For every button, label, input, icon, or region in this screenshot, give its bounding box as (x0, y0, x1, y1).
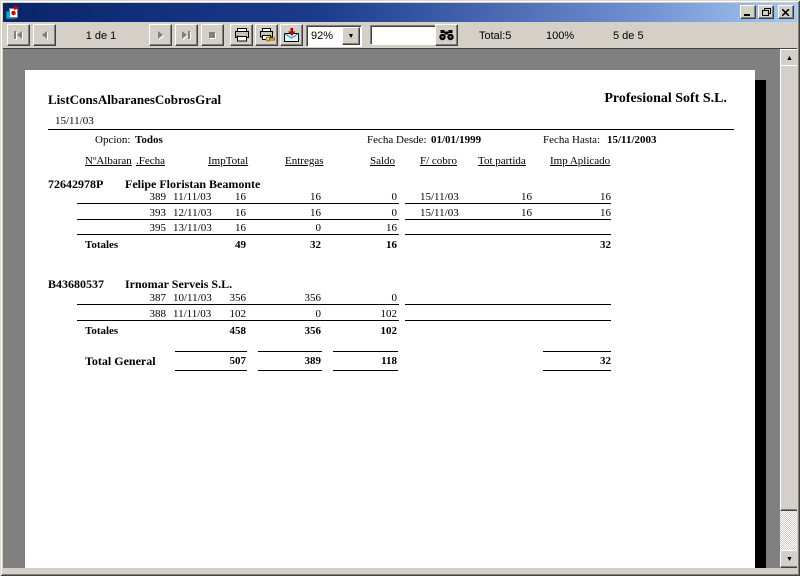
restore-button[interactable] (758, 5, 774, 19)
total-label: Total:5 (479, 30, 512, 42)
app-icon[interactable] (5, 5, 21, 21)
row-divider (77, 219, 399, 220)
binoculars-icon (439, 29, 454, 41)
minimize-icon (744, 9, 752, 16)
table-cell: 389 (149, 191, 166, 203)
table-cell: 0 (315, 222, 321, 234)
restore-icon (762, 8, 771, 16)
count-label: 5 de 5 (613, 30, 644, 42)
column-header-fcobro: F/ cobro (420, 155, 457, 167)
print-button[interactable] (230, 24, 253, 46)
grand-total-rule (175, 370, 247, 371)
search-button[interactable] (435, 24, 458, 46)
fecha-hasta-value: 15/11/2003 (607, 134, 657, 146)
table-cell: 0 (315, 308, 321, 320)
row-divider (405, 203, 611, 204)
grand-total-rule (175, 351, 247, 352)
table-cell: 16 (235, 191, 246, 203)
grand-total-rule (333, 351, 398, 352)
table-cell: 0 (391, 191, 397, 203)
row-divider (77, 234, 399, 235)
grand-total-imptotal: 507 (229, 355, 246, 367)
table-cell: 458 (229, 325, 246, 337)
grand-total-rule (258, 351, 322, 352)
export-icon (284, 28, 300, 42)
column-header-totpartida: Tot partida (478, 155, 526, 167)
table-cell: 102 (380, 308, 397, 320)
table-cell: 16 (600, 191, 611, 203)
scroll-down-icon: ▼ (786, 555, 793, 563)
column-header-impaplicado: Imp Aplicado (550, 155, 611, 167)
group-name: Felipe Floristan Beamonte (125, 177, 261, 191)
table-cell: 0 (391, 292, 397, 304)
minimize-button[interactable] (740, 5, 756, 19)
last-page-icon (181, 31, 192, 40)
row-divider (77, 304, 399, 305)
progress-label: 100% (546, 30, 575, 42)
grand-total-rule (543, 351, 611, 352)
close-button[interactable] (778, 5, 794, 19)
fecha-desde-label: Fecha Desde: (367, 134, 427, 146)
title-bar (3, 3, 797, 22)
table-cell: 388 (149, 308, 166, 320)
row-divider (77, 203, 399, 204)
table-cell: 16 (235, 222, 246, 234)
table-cell: 356 (229, 292, 246, 304)
table-cell: 102 (229, 308, 246, 320)
table-cell: 10/11/03 (173, 292, 212, 304)
table-cell: 387 (149, 292, 166, 304)
printer-icon (234, 28, 250, 42)
grand-total-entregas: 389 (304, 355, 321, 367)
first-page-button[interactable] (7, 24, 30, 46)
table-cell: 393 (149, 207, 166, 219)
printer-setup-icon (259, 28, 275, 42)
table-cell: 102 (380, 325, 397, 337)
report-title: ListConsAlbaranesCobrosGral (48, 92, 222, 107)
chevron-down-icon[interactable]: ▼ (342, 27, 360, 45)
table-cell: 0 (391, 207, 397, 219)
zoom-combobox[interactable] (306, 25, 362, 47)
report-company: Profesional Soft S.L. (604, 91, 727, 106)
row-divider (405, 320, 611, 321)
grand-total-impaplicado: 32 (600, 355, 611, 367)
table-cell: 356 (304, 292, 321, 304)
group-totals-label: Totales (85, 239, 119, 251)
table-cell: 11/11/03 (173, 191, 212, 203)
table-cell: 16 (521, 207, 532, 219)
opcion-label: Opcion: (95, 134, 131, 146)
grand-total-rule (258, 370, 322, 371)
table-cell: 13/11/03 (173, 222, 212, 234)
table-cell: 12/11/03 (173, 207, 212, 219)
column-header-entregas: Entregas (285, 155, 324, 167)
table-cell: 16 (310, 191, 321, 203)
table-cell: 49 (235, 239, 246, 251)
table-cell: 15/11/03 (420, 191, 459, 203)
report-page (25, 70, 755, 568)
report-date: 15/11/03 (55, 115, 94, 127)
table-cell: 16 (235, 207, 246, 219)
table-cell: 16 (600, 207, 611, 219)
group-code: 72642978P (48, 177, 104, 191)
column-header-saldo: Saldo (370, 155, 396, 167)
opcion-value: Todos (135, 134, 163, 146)
table-cell: 11/11/03 (173, 308, 212, 320)
group-name: Irnomar Serveis S.L. (125, 277, 233, 291)
table-cell: 15/11/03 (420, 207, 459, 219)
fecha-hasta-label: Fecha Hasta: (543, 134, 601, 146)
row-divider (77, 320, 399, 321)
table-cell: 16 (386, 239, 397, 251)
column-header-albaran: NºAlbaran (85, 155, 132, 167)
group-code: B43680537 (48, 277, 105, 291)
first-page-icon (13, 31, 24, 40)
table-cell: 32 (310, 239, 321, 251)
table-cell: 32 (600, 239, 611, 251)
row-divider (405, 219, 611, 220)
next-page-icon (156, 31, 166, 40)
zoom-value: 92% (311, 30, 334, 42)
next-page-button[interactable] (149, 24, 172, 46)
column-header-imptotal: ImpTotal (208, 155, 249, 167)
stop-button[interactable] (201, 24, 224, 46)
last-page-button[interactable] (175, 24, 198, 46)
page-shadow (755, 80, 766, 568)
previous-page-icon (40, 31, 50, 40)
grand-total-rule (333, 370, 398, 371)
page-indicator: 1 de 1 (85, 30, 117, 42)
group-totals-label: Totales (85, 325, 119, 337)
print-setup-button[interactable] (255, 24, 278, 46)
toolbar (3, 22, 797, 49)
scroll-down-button[interactable] (780, 550, 797, 568)
stop-icon (208, 31, 217, 40)
close-icon (782, 9, 790, 16)
fecha-desde-value: 01/01/1999 (431, 134, 482, 146)
grand-total-label: Total General (85, 354, 156, 368)
table-cell: 16 (386, 222, 397, 234)
grand-total-saldo: 118 (381, 355, 397, 367)
table-cell: 395 (149, 222, 166, 234)
vertical-scrollbar[interactable] (780, 49, 797, 568)
table-cell: 16 (310, 207, 321, 219)
export-button[interactable] (280, 24, 303, 46)
table-cell: 356 (304, 325, 321, 337)
row-divider (405, 234, 611, 235)
scrollbar-thumb[interactable] (780, 65, 797, 511)
scroll-up-icon: ▲ (786, 54, 793, 62)
grand-total-rule (543, 370, 611, 371)
row-divider (405, 304, 611, 305)
search-input[interactable] (370, 25, 436, 45)
column-header-fecha: .Fecha (136, 155, 166, 167)
preview-area (3, 48, 797, 568)
table-cell: 16 (521, 191, 532, 203)
header-rule (48, 129, 734, 130)
